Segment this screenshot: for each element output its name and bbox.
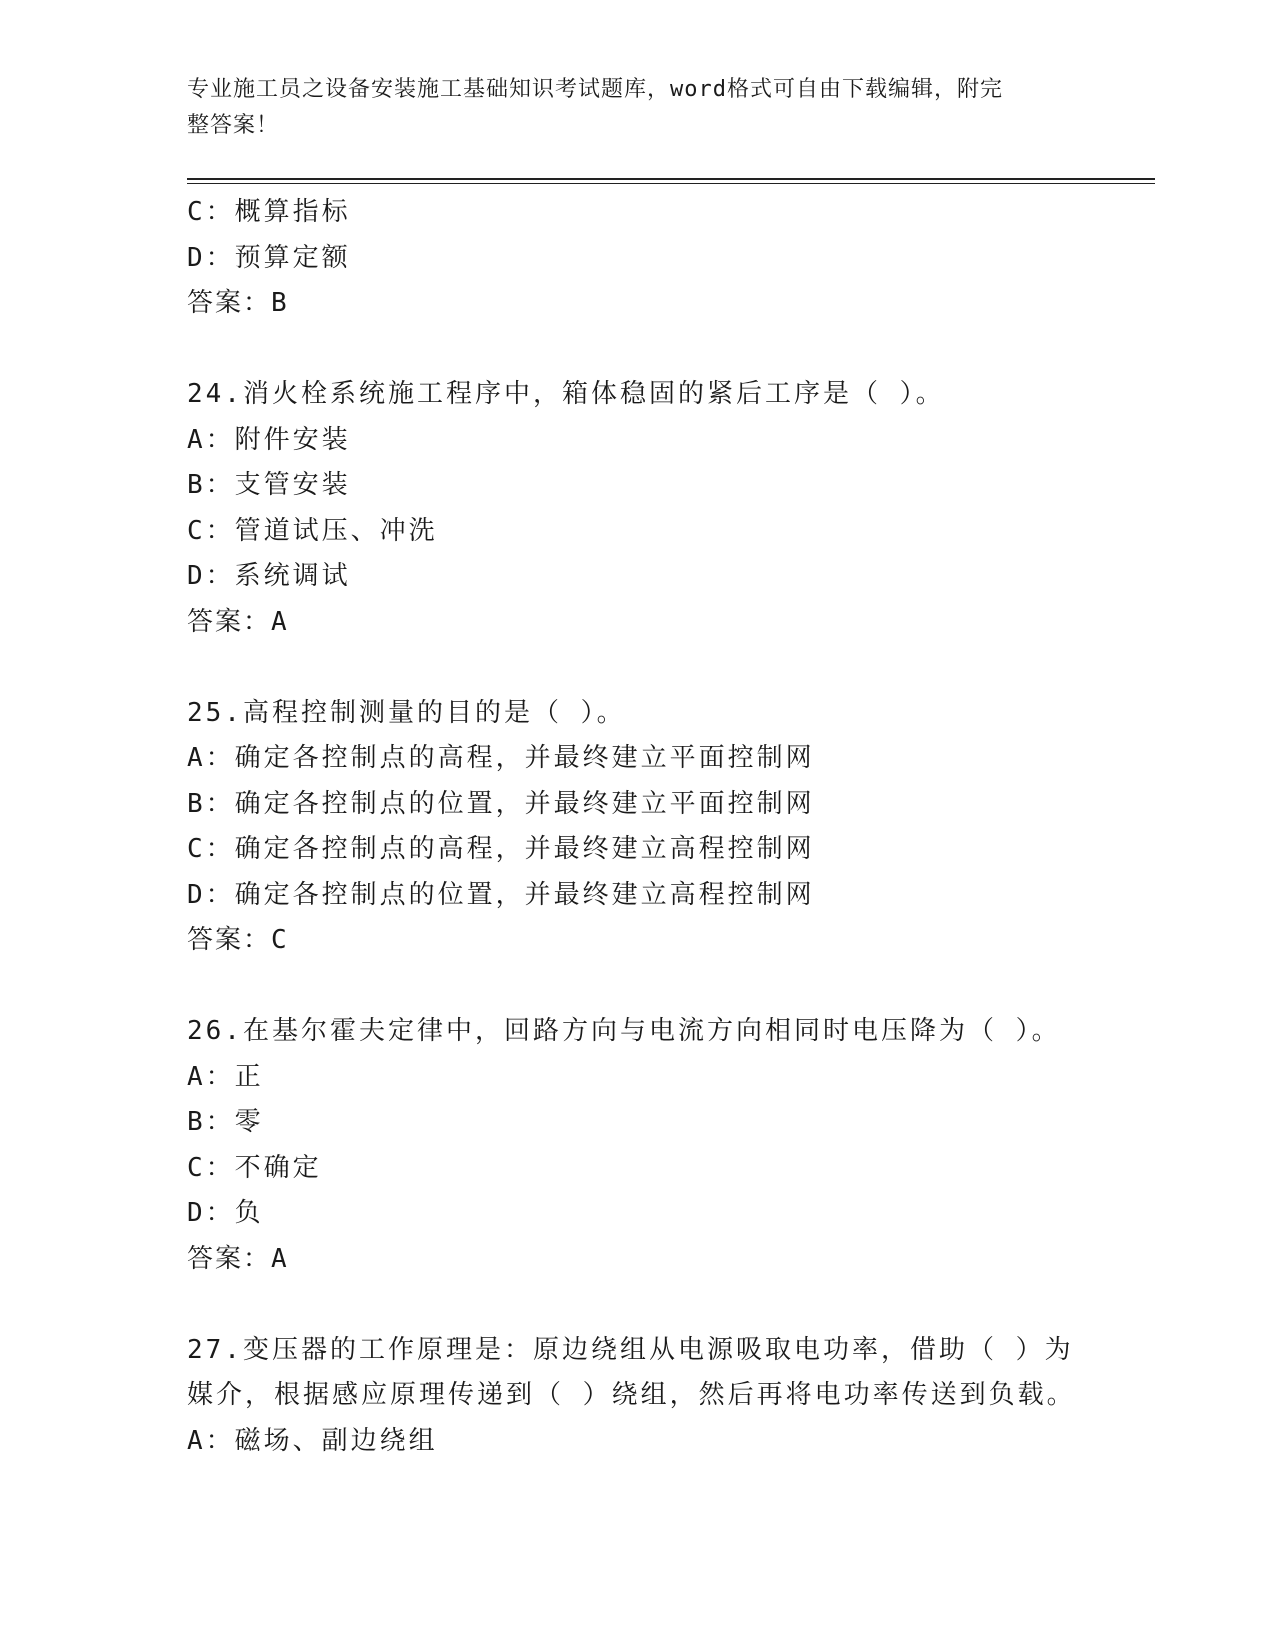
question-text-line-1: 27.变压器的工作原理是：原边绕组从电源吸取电功率，借助（ ）为 bbox=[187, 1334, 1074, 1365]
option-c: C：概算指标 bbox=[187, 197, 351, 227]
header-rule-thick bbox=[187, 178, 1155, 180]
option-b: B：支管安装 bbox=[187, 470, 351, 500]
header-rule-thin bbox=[187, 183, 1155, 184]
option-c: C：确定各控制点的高程，并最终建立高程控制网 bbox=[187, 834, 815, 864]
header-title-line-2: 整答案！ bbox=[187, 113, 280, 138]
spacer bbox=[187, 1282, 1087, 1328]
option-a: A：磁场、副边绕组 bbox=[187, 1425, 438, 1456]
question-25 bbox=[187, 691, 1087, 964]
prev-question-block bbox=[187, 190, 1087, 327]
option-d: D：系统调试 bbox=[187, 561, 351, 591]
question-text: 25.高程控制测量的目的是（ ）。 bbox=[187, 697, 626, 728]
spacer bbox=[187, 645, 1087, 691]
option-a: A：附件安装 bbox=[187, 424, 351, 455]
answer-line: 答案：C bbox=[187, 925, 289, 955]
option-d: D：预算定额 bbox=[187, 242, 351, 273]
option-b: B：零 bbox=[187, 1107, 264, 1137]
spacer bbox=[187, 964, 1087, 1010]
option-b: B：确定各控制点的位置，并最终建立平面控制网 bbox=[187, 788, 815, 819]
option-c: C：管道试压、冲洗 bbox=[187, 515, 438, 546]
question-27 bbox=[187, 1328, 1087, 1465]
option-d: D：负 bbox=[187, 1198, 264, 1228]
header-title-line-1: 专业施工员之设备安装施工基础知识考试题库，word格式可自由下载编辑，附完 bbox=[187, 77, 1003, 102]
answer-line: 答案：A bbox=[187, 606, 289, 637]
answer-line: 答案：A bbox=[187, 1243, 289, 1274]
option-d: D：确定各控制点的位置，并最终建立高程控制网 bbox=[187, 879, 815, 910]
answer-line: 答案：B bbox=[187, 288, 289, 318]
question-24 bbox=[187, 372, 1087, 645]
option-a: A：正 bbox=[187, 1061, 264, 1092]
question-text-line-2: 媒介，根据感应原理传递到（ ）绕组，然后再将电功率传送到负载。 bbox=[187, 1380, 1076, 1410]
spacer bbox=[187, 327, 1087, 373]
question-text: 26.在基尔霍夫定律中，回路方向与电流方向相同时电压降为（ ）。 bbox=[187, 1016, 1061, 1046]
question-text: 24.消火栓系统施工程序中，箱体稳固的紧后工序是（ ）。 bbox=[187, 379, 945, 409]
document-header bbox=[187, 72, 1067, 144]
question-list bbox=[187, 190, 1087, 1464]
option-c: C：不确定 bbox=[187, 1152, 322, 1183]
option-a: A：确定各控制点的高程，并最终建立平面控制网 bbox=[187, 743, 815, 773]
question-26 bbox=[187, 1009, 1087, 1282]
